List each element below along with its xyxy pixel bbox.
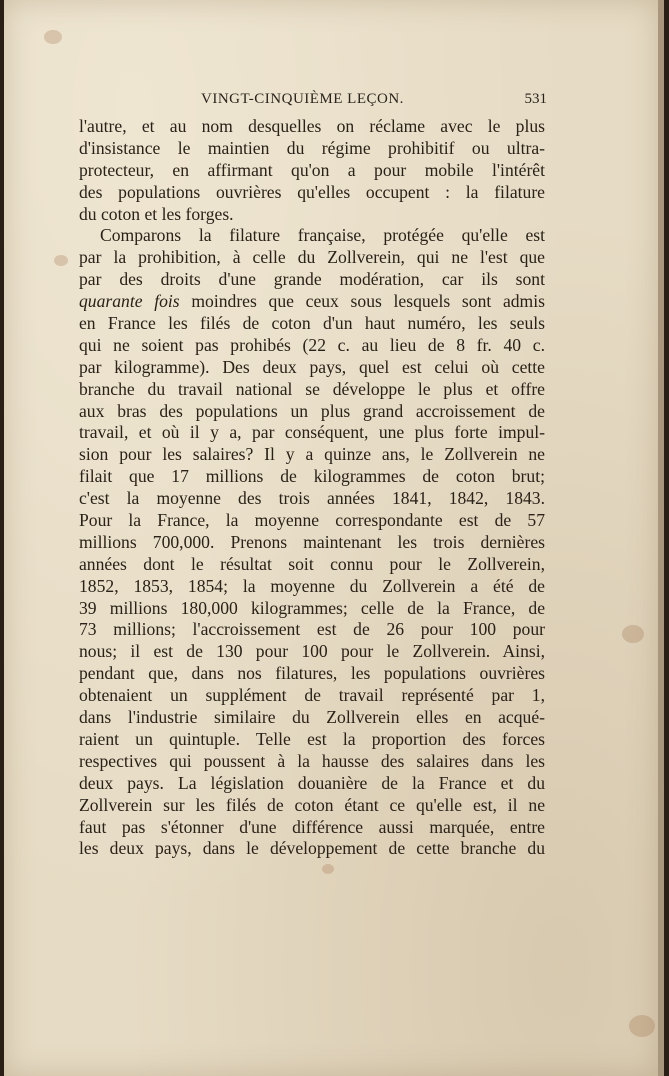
text-line: dans l'industrie similaire du Zollverein elles en acqué- [79, 707, 545, 728]
book-page [4, 0, 664, 1076]
paragraph-start-line: Comparons la filature française, protégée qu'elle est [100, 225, 545, 246]
text-line: travail, et où il y a, par conséquent, une plus forte impul- [79, 422, 545, 443]
text-line: aux bras des populations un plus grand accroissement de [79, 400, 545, 421]
text-line: raient un quintuple. Telle est la proportion des forces [79, 728, 545, 749]
text-line: deux pays. La législation douanière de la France et du [79, 772, 545, 793]
text-line: protecteur, en affirmant qu'on a pour mobile l'intérêt [79, 159, 545, 180]
running-head [201, 91, 547, 113]
text-line: Zollverein sur les filés de coton étant ce qu'elle est, il ne [79, 794, 545, 815]
foxing-spot [44, 30, 62, 44]
text-line: en France les filés de coton d'un haut numéro, les seuls [79, 313, 545, 334]
foxing-spot [629, 1015, 655, 1037]
text-line: l'autre, et au nom desquelles on réclame avec le plus [79, 116, 545, 136]
text-line: pendant que, dans nos filatures, les populations ouvrières [79, 663, 545, 684]
page-number: 531 [524, 91, 547, 107]
text-line: filait que 17 millions de kilogrammes de coton brut; [79, 466, 545, 487]
text-line: sion pour les salaires? Il y a quinze ans, le Zollverein ne [79, 444, 545, 465]
text-line: branche du travail national se développe le plus et offre [79, 378, 545, 399]
text-line: faut pas s'étonner d'une différence aussi marquée, entre [79, 816, 545, 837]
text-line: 1852, 1853, 1854; la moyenne du Zollverein a été de [79, 575, 545, 596]
text-line: Pour la France, la moyenne correspondante est de 57 [79, 510, 545, 531]
text-line: les deux pays, dans le développement de cette branche du [79, 838, 545, 859]
text-line: c'est la moyenne des trois années 1841, 1842, 1843. [79, 488, 545, 509]
running-title: VINGT-CINQUIÈME LEÇON. [201, 91, 404, 107]
text-line-with-italic [79, 291, 545, 313]
text-line: du coton et les forges. [79, 203, 234, 224]
italic-phrase: quarante fois [79, 291, 180, 312]
text-line: 39 millions 180,000 kilogrammes; celle de la France, de [79, 597, 545, 618]
text-line: par la prohibition, à celle du Zollverein, qui ne l'est que [79, 247, 545, 268]
text-line: des populations ouvrières qu'elles occupent : la filature [79, 181, 545, 202]
text-line: par des droits d'une grande modération, car ils sont [79, 269, 545, 290]
text-line: obtenaient un supplément de travail représenté par 1, [79, 685, 545, 706]
foxing-spot [622, 625, 644, 643]
text-line-rest: moindres que ceux sous lesquels sont admis [191, 291, 545, 312]
text-line: d'insistance le maintien du régime prohibitif ou ultra- [79, 137, 545, 158]
text-line: qui ne soient pas prohibés (22 c. au lieu de 8 fr. 40 c. [79, 334, 545, 355]
foxing-spot [54, 255, 68, 266]
text-line: par kilogramme). Des deux pays, quel est celui où cette [79, 356, 545, 377]
text-line: nous; il est de 130 pour 100 pour le Zollverein. Ainsi, [79, 641, 545, 662]
text-line: respectives qui poussent à la hausse des salaires dans les [79, 750, 545, 771]
text-line: années dont le résultat soit connu pour le Zollverein, [79, 553, 545, 574]
text-line: 73 millions; l'accroissement est de 26 pour 100 pour [79, 619, 545, 640]
foxing-spot [322, 864, 334, 874]
text-line: millions 700,000. Prenons maintenant les trois dernières [79, 531, 545, 552]
body-text [79, 116, 545, 860]
